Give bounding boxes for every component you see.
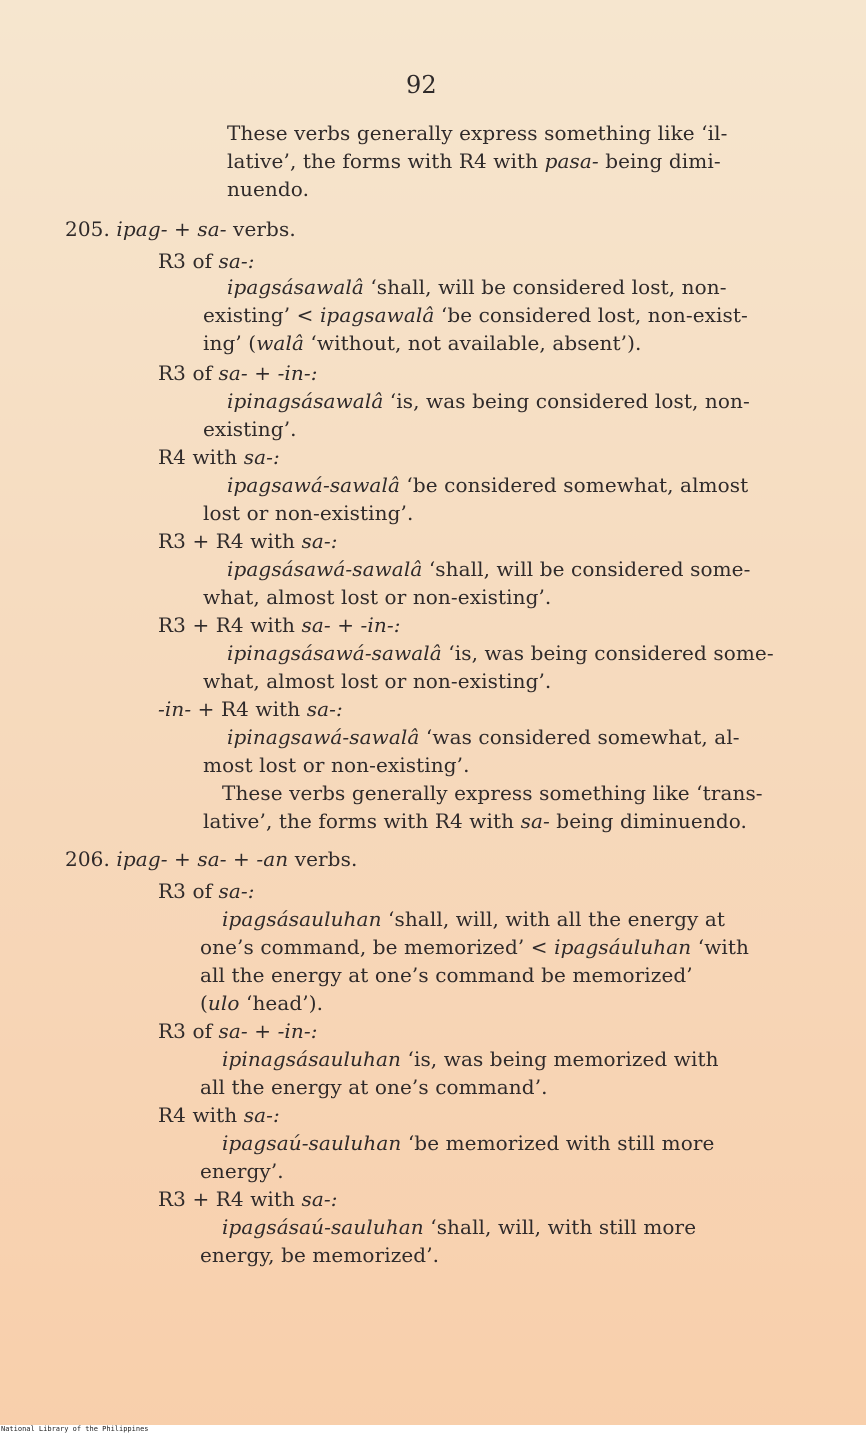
text-line: lative’, the forms with R4 with pasa- being dimi- (227, 149, 721, 173)
text-line: ipagsásawá-sawalâ ‘shall, will be considered some- (227, 557, 751, 581)
subheading: R4 with sa-: (158, 1103, 280, 1127)
section-heading: 205. ipag- + sa- verbs. (65, 217, 296, 241)
text-line: ipinagsásawalâ ‘is, was being considered lost, non- (227, 389, 750, 413)
footer-credit: National Library of the Philippines (0, 1425, 866, 1433)
text-line: what, almost lost or non-existing’. (203, 669, 552, 693)
subheading: R3 of sa- + -in-: (158, 1019, 318, 1043)
text-line: (ulo ‘head’). (200, 991, 324, 1015)
subheading: R3 of sa- + -in-: (158, 361, 318, 385)
text-line: existing’ < ipagsawalâ ‘be considered lost, non-exist- (203, 303, 748, 327)
text-line: all the energy at one’s command be memorized’ (200, 963, 693, 987)
text-line: nuendo. (227, 177, 310, 201)
section-heading: 206. ipag- + sa- + -an verbs. (65, 847, 358, 871)
text-line: existing’. (203, 417, 297, 441)
text-line: These verbs generally express something like ‘trans- (222, 781, 763, 805)
subheading: R3 + R4 with sa-: (158, 529, 338, 553)
text-line: ipagsawá-sawalâ ‘be considered somewhat, almost (227, 473, 749, 497)
subheading: R4 with sa-: (158, 445, 280, 469)
text-line: energy, be memorized’. (200, 1243, 440, 1267)
text-line: ipagsásawalâ ‘shall, will be considered lost, non- (227, 275, 727, 299)
page-number: 92 (406, 71, 437, 99)
text-line: ing’ (walâ ‘without, not available, absent’). (203, 331, 642, 355)
text-line: all the energy at one’s command’. (200, 1075, 548, 1099)
text-line: lative’, the forms with R4 with sa- being diminuendo. (203, 809, 747, 833)
text-line: These verbs generally express something like ‘il- (227, 121, 728, 145)
text-line: ipagsaú-sauluhan ‘be memorized with still more (222, 1131, 715, 1155)
subheading: R3 of sa-: (158, 879, 255, 903)
text-line: ipinagsásawá-sawalâ ‘is, was being considered some- (227, 641, 774, 665)
text-line: ipinagsawá-sawalâ ‘was considered somewhat, al- (227, 725, 740, 749)
text-line: one’s command, be memorized’ < ipagsáuluhan ‘with (200, 935, 750, 959)
subheading: R3 + R4 with sa-: (158, 1187, 338, 1211)
subheading: R3 + R4 with sa- + -in-: (158, 613, 401, 637)
text-line: ipinagsásauluhan ‘is, was being memorized with (222, 1047, 719, 1071)
text-line: energy’. (200, 1159, 284, 1183)
text-line: lost or non-existing’. (203, 501, 414, 525)
text-line: ipagsásaú-sauluhan ‘shall, will, with still more (222, 1215, 697, 1239)
subheading: -in- + R4 with sa-: (158, 697, 343, 721)
text-line: what, almost lost or non-existing’. (203, 585, 552, 609)
text-line: most lost or non-existing’. (203, 753, 470, 777)
text-line: ipagsásauluhan ‘shall, will, with all the energy at (222, 907, 726, 931)
subheading: R3 of sa-: (158, 249, 255, 273)
